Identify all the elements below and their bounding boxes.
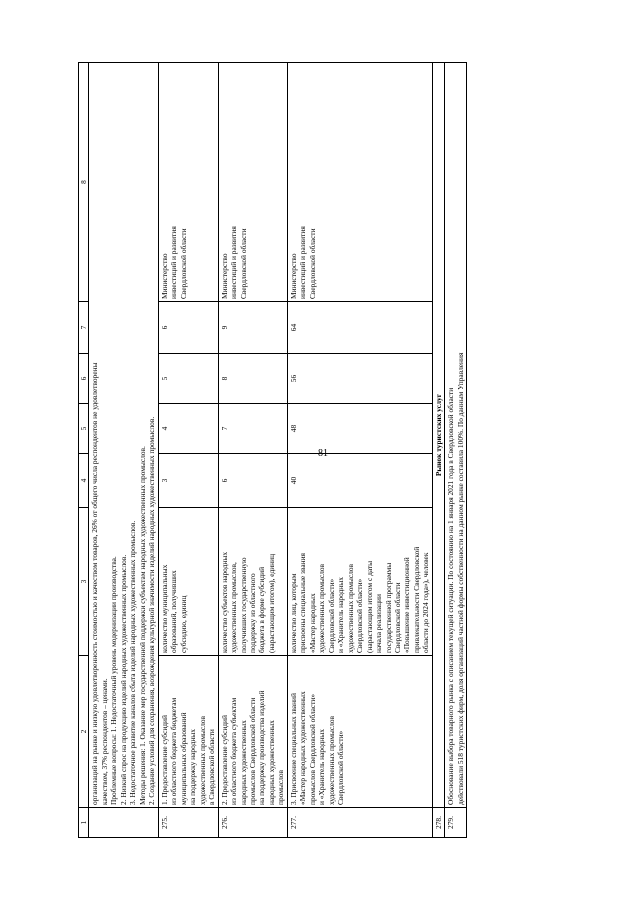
measure-line: народных художественных (238, 720, 248, 805)
indicator-cell (158, 508, 218, 656)
indicator-line: и «Хранитель народных (336, 577, 346, 653)
value-cell: 6 (218, 454, 287, 508)
indicator-line: Свердловской области (393, 582, 402, 653)
measure-line: промыслов Свердловской области (247, 697, 257, 805)
header-cell: 8 (79, 63, 89, 302)
indicator-line: количество лиц, которым (288, 573, 298, 653)
measure-line: из областного бюджета бюджетам (169, 697, 179, 805)
value-cell: 40 (287, 454, 432, 508)
intro-line: Проблемные вопросы: 1. Недостаточный уровень модернизации производства. (109, 556, 119, 805)
table-row (158, 63, 218, 838)
executor-line: Министерство (288, 253, 298, 299)
row-number: 277. (287, 808, 432, 838)
executor-line: инвестиций и развития (169, 226, 179, 299)
measure-line: из областного бюджета субъектам (229, 697, 239, 805)
measure-line: 1. Предоставление субсидий (159, 715, 169, 805)
table-row (287, 63, 432, 838)
value-cell: 9 (218, 302, 287, 354)
measure-line: народных художественных (266, 720, 276, 805)
measure-line: «Мастер народных художественных (298, 691, 308, 805)
executor-line: Министерство (159, 253, 169, 299)
indicator-line: (нарастающим итогом), единиц (266, 553, 276, 653)
justification-cell (445, 63, 467, 808)
measure-line: художественных промыслов (197, 715, 207, 805)
measure-line: промыслов (276, 769, 286, 805)
justification-line: Обоснование выбора товарного рынка с описанием текущей ситуации. По состоянию на 1 января 2021 года в Свердловской области (446, 387, 456, 805)
value-cell: 56 (287, 354, 432, 404)
header-row (79, 63, 89, 838)
section-title-row (432, 63, 444, 838)
header-cell: 2 (79, 656, 89, 808)
indicator-line: Свердловской области» (355, 578, 365, 653)
indicator-line: присвоены специальные звания (298, 553, 308, 653)
section-title: Рынок туристских услуг (432, 63, 444, 808)
intro-line: 2. Создание условий для сохранения, возрождения культурной значимости изделий народных художественных промыслов. (147, 416, 157, 805)
executor-line: Свердловской области (307, 228, 317, 299)
measure-line: 2. Предоставление субсидий (219, 715, 229, 805)
row-number: 279. (445, 808, 467, 838)
intro-line: 3. Недостаточное развитие каналов сбыта изделий народных художественных промыслов. (128, 520, 138, 805)
indicator-line: области до 2024 года»), человек (421, 552, 431, 653)
indicator-line: привлекательности Свердловской (411, 546, 421, 653)
intro-num-cell (89, 808, 158, 838)
value-cell: 8 (218, 354, 287, 404)
row-number: 275. (158, 808, 218, 838)
value-cell: 6 (158, 302, 218, 354)
indicator-line: художественных промыслов, (229, 562, 239, 653)
header-cell: 1 (79, 808, 89, 838)
rotated-table-wrapper (78, 63, 608, 838)
header-cell: 6 (79, 354, 89, 404)
value-cell: 48 (287, 404, 432, 454)
measure-line: Свердловской области» (336, 730, 346, 805)
value-cell: 64 (287, 302, 432, 354)
intro-line: организаций на рынке и низкую удовлетворенность стоимостью и качеством товаров, 26% от общего числа респондентов не удовлетворены (90, 362, 100, 805)
indicator-line: образований, получивших (169, 570, 179, 653)
executor-line: инвестиций и развития (298, 226, 308, 299)
intro-row (89, 63, 158, 838)
indicator-line: количество муниципальных (159, 564, 169, 653)
indicator-line: начала реализации (374, 594, 384, 653)
value-cell: 4 (158, 404, 218, 454)
intro-line: 2. Низкий спрос на продукцию изделий народных художественных промыслов. (118, 554, 128, 805)
table-row (445, 63, 467, 838)
intro-text-cell (89, 63, 158, 808)
executor-line: Свердловской области (238, 228, 248, 299)
measure-line: и «Хранитель народных (317, 729, 327, 805)
header-cell: 3 (79, 508, 89, 656)
indicator-line: художественных промыслов (345, 563, 355, 653)
intro-line: качеством, 37% респондентов – ценами. (99, 678, 109, 805)
indicator-line: поддержку из областного (247, 573, 257, 653)
measure-line: в Свердловской области (207, 729, 217, 805)
executor-line: инвестиций и развития (229, 226, 239, 299)
executor-line: Свердловской области (178, 228, 188, 299)
table-row (218, 63, 287, 838)
indicator-line: получивших государственную (238, 557, 248, 653)
justification-line: действовали 518 туристских фирм, доля организаций частной формы собственности на данном рынке составила 100%. По данным Управления (455, 352, 465, 805)
indicator-line: государственной программы (383, 562, 393, 653)
measure-line: 3. Присвоение специальных званий (288, 693, 298, 805)
executor-line: Министерство (219, 253, 229, 299)
page-number: 81 (318, 448, 328, 459)
measure-line: на поддержку народных (188, 729, 198, 805)
indicator-cell (218, 508, 287, 656)
header-cell: 4 (79, 454, 89, 508)
indicator-cell (287, 508, 432, 656)
measure-cell (218, 656, 287, 808)
executor-cell (218, 63, 287, 302)
executor-cell (158, 63, 218, 302)
indicator-line: Свердловской области» (326, 578, 336, 653)
value-cell: 5 (158, 354, 218, 404)
measure-cell (158, 656, 218, 808)
indicator-line: «Повышение инвестиционной (402, 557, 412, 653)
measures-table (78, 62, 467, 838)
measure-line: на поддержку производства изделий (257, 690, 267, 805)
measure-cell (287, 656, 432, 808)
indicator-line: бюджета в форме субсидий (257, 566, 267, 653)
indicator-line: количество субъектов народных (219, 551, 229, 653)
indicator-line: (нарастающим итогом с даты (364, 560, 374, 653)
executor-cell (287, 63, 432, 302)
value-cell: 3 (158, 454, 218, 508)
row-number: 278. (432, 808, 444, 838)
indicator-line: «Мастер народных (307, 593, 317, 653)
row-number: 276. (218, 808, 287, 838)
measure-line: муниципальных образований (178, 712, 188, 805)
header-cell: 5 (79, 404, 89, 454)
indicator-line: субсидию, единиц (178, 595, 188, 653)
intro-line: Методы решения: 1. Оказание мер государственной поддержки субъектам народных художественных промыслов. (137, 446, 147, 805)
measure-line: промыслов Свердловской области» (307, 693, 317, 805)
header-cell: 7 (79, 302, 89, 354)
indicator-line: художественных промыслов (317, 563, 327, 653)
value-cell: 7 (218, 404, 287, 454)
measure-line: художественных промыслов (326, 715, 336, 805)
